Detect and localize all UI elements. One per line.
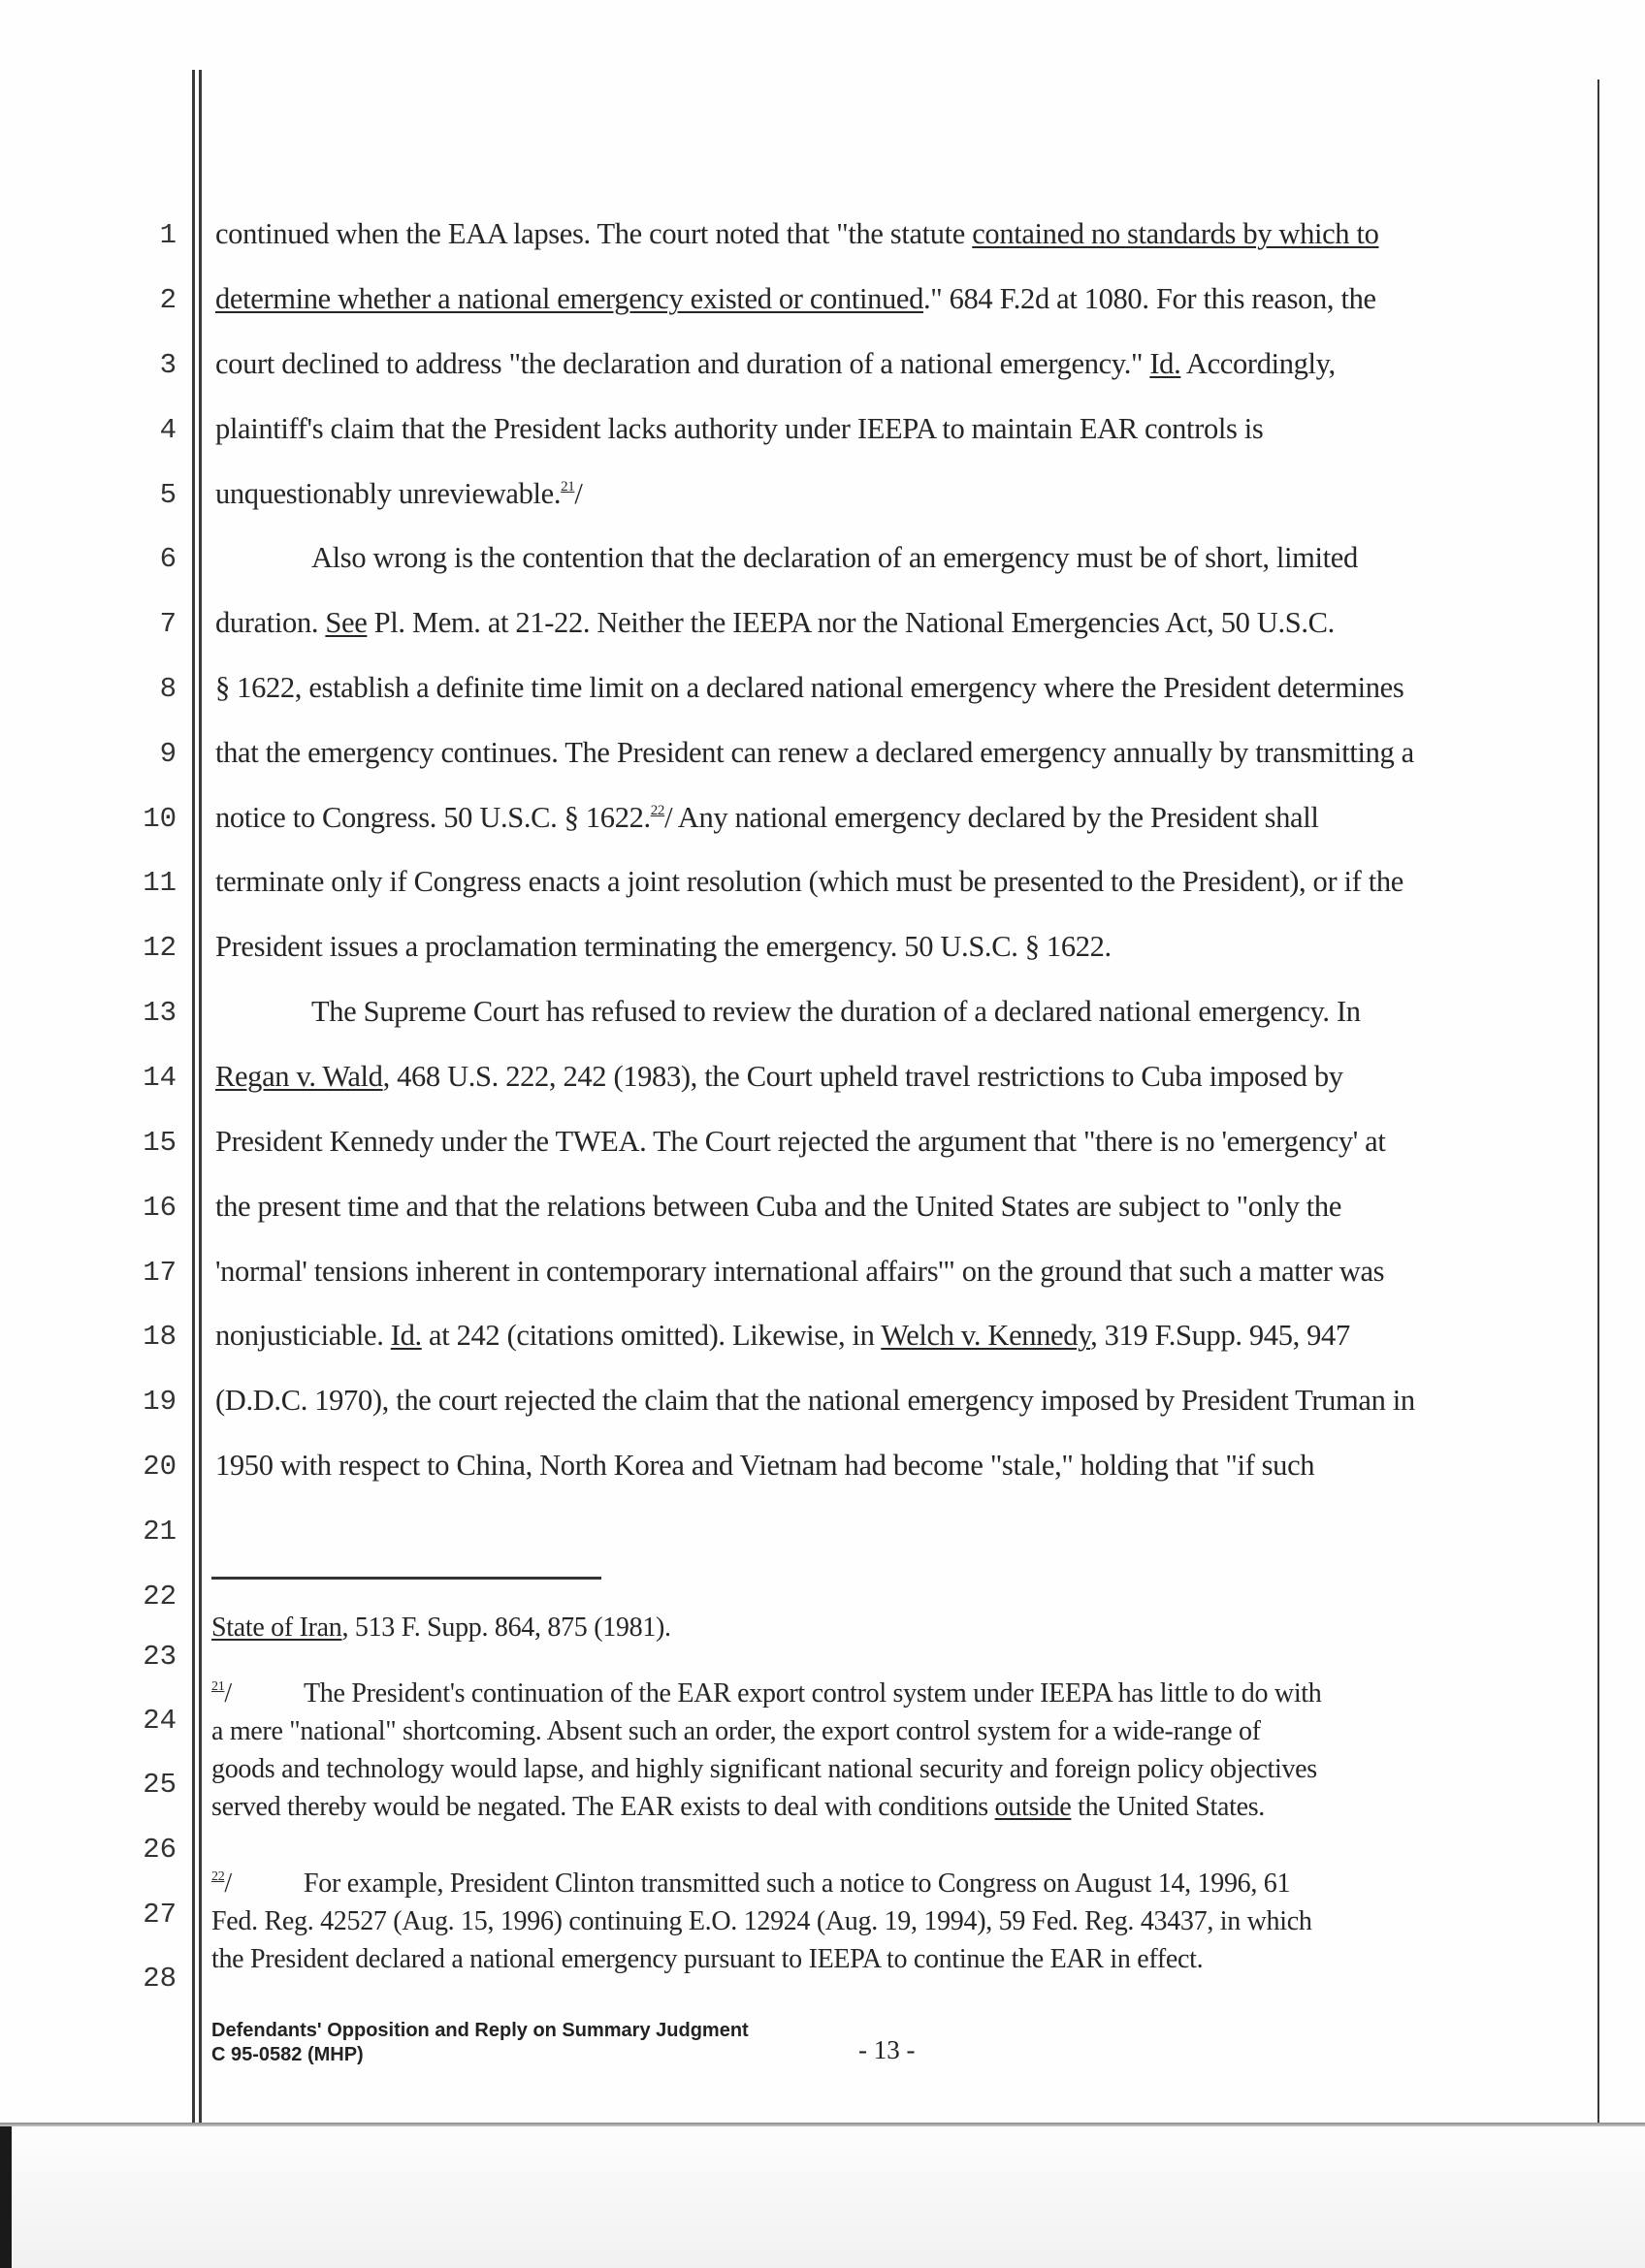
citation-id: Id. [1149,347,1181,380]
text-line: President issues a proclamation terminating the emergency. 50 U.S.C. § 1622. [215,930,1112,963]
line-number: 11 [143,867,177,899]
text-line: court declined to address "the declaration and duration of a national emergency." Id. Accordingly, [215,347,1336,380]
text-line: duration. See Pl. Mem. at 21-22. Neither the IEEPA nor the National Emergencies Act, 50 U.S.C. [215,606,1335,639]
text-line: plaintiff's claim that the President lacks authority under IEEPA to maintain EAR controls is [215,412,1264,445]
text-line: (D.D.C. 1970), the court rejected the claim that the national emergency imposed by President Truman in [215,1384,1415,1417]
paragraph-start: Also wrong is the contention that the declaration of an emergency must be of short, limited [311,541,1358,574]
line-number: 12 [143,932,177,964]
footnote-line: the President declared a national emergency pursuant to IEEPA to continue the EAR in effect. [211,1944,1204,1974]
line-number: 10 [143,803,177,835]
footnote-21: $^{21}$/ The President's continuation of the EAR export control system under IEEPA has little to do with [211,1678,1322,1709]
line-number: 5 [159,479,177,511]
footnote-carryover: State of Iran, 513 F. Supp. 864, 875 (1981). [211,1613,671,1643]
line-number: 14 [143,1062,177,1094]
line-number: 4 [159,414,177,446]
text-line: Regan v. Wald, 468 U.S. 222, 242 (1983), the Court upheld travel restrictions to Cuba imposed by [215,1060,1343,1093]
line-number: 18 [143,1321,177,1353]
footnote-line: a mere "national" shortcoming. Absent such an order, the export control system for a wide-range of [211,1716,1261,1746]
text-line: nonjusticiable. Id. at 242 (citations omitted). Likewise, in Welch v. Kennedy, 319 F.Supp. 945, 947 [215,1319,1350,1352]
line-number: 3 [159,349,177,381]
line-number: 8 [159,673,177,705]
left-margin-double-rule [192,70,202,2124]
line-number: 1 [159,219,177,251]
text-line: determine whether a national emergency existed or continued." 684 F.2d at 1080. For this reason, the [215,282,1376,315]
line-number: 28 [143,1963,177,1995]
underlined-quote: contained no standards by which to [972,217,1379,250]
line-number: 20 [143,1451,177,1483]
document-title: Defendants' Opposition and Reply on Summary Judgment [211,2020,749,2041]
emphasis-outside: outside [994,1792,1072,1822]
footnote-line: Fed. Reg. 42527 (Aug. 15, 1996) continuing E.O. 12924 (Aug. 19, 1994), 59 Fed. Reg. 43437, in which [211,1906,1312,1936]
scanner-background [12,2126,1645,2268]
line-number: 24 [143,1705,177,1737]
line-number: 27 [143,1899,177,1931]
page-footer [211,2019,749,2067]
line-number: 23 [143,1641,177,1673]
text-line: 'normal' tensions inherent in contemporary international affairs'" on the ground that such a matter was [215,1255,1385,1288]
footnote-separator [211,1577,601,1580]
text-line: § 1622, establish a definite time limit on a declared national emergency where the President determines [215,671,1404,704]
case-name: Welch v. Kennedy [881,1319,1091,1352]
line-number: 9 [159,738,177,770]
text-line: continued when the EAA lapses. The court noted that "the statute contained no standards by which to [215,217,1379,250]
line-number: 25 [143,1769,177,1801]
case-name: Regan v. Wald [215,1060,383,1093]
line-number: 17 [143,1257,177,1289]
footnote-22: $^{22}$/ For example, President Clinton transmitted such a notice to Congress on August 14, 1996, 61 [211,1869,1291,1899]
text-line: the present time and that the relations between Cuba and the United States are subject to "only the [215,1190,1342,1223]
case-name: State of Iran [211,1613,342,1643]
text-line: terminate only if Congress enacts a joint resolution (which must be presented to the President), or if the [215,865,1403,898]
text-line: that the emergency continues. The President can renew a declared emergency annually by transmitting a [215,736,1414,769]
line-number: 22 [143,1581,177,1613]
line-number: 15 [143,1127,177,1159]
footnote-line: goods and technology would lapse, and highly significant national security and foreign policy objectives [211,1754,1317,1784]
line-number: 6 [159,543,177,575]
right-margin-rule [1597,80,1599,2124]
footnote-ref-21: 21 [561,479,575,495]
line-number: 16 [143,1192,177,1224]
paragraph-start: The Supreme Court has refused to review the duration of a declared national emergency. In [311,995,1361,1028]
underlined-quote: determine whether a national emergency existed or continued [215,282,923,315]
text-line: unquestionably unreviewable.$^{21}$/ [215,477,583,510]
line-number: 26 [143,1834,177,1866]
signal-see: See [325,606,368,639]
line-number: 19 [143,1386,177,1418]
text-line: notice to Congress. 50 U.S.C. § 1622.22/ Any national emergency declared by the President shall [215,801,1319,834]
line-number: 2 [159,284,177,316]
footnote-ref-22: 22 [650,803,665,818]
page-number: - 13 - [858,2035,916,2064]
citation-id: Id. [390,1319,422,1352]
text-line: President Kennedy under the TWEA. The Court rejected the argument that "there is no 'emergency' at [215,1125,1386,1158]
line-number: 13 [143,997,177,1029]
line-number: 21 [143,1516,177,1548]
case-number: C 95-0582 (MHP) [211,2044,364,2065]
text-line: 1950 with respect to China, North Korea and Vietnam had become "stale," holding that "if such [215,1449,1315,1482]
line-number: 7 [159,608,177,640]
footnote-mark: 22 [211,1869,225,1884]
scanner-edge-bar [0,2126,12,2268]
footnote-mark: 21 [211,1679,225,1694]
footnote-line: served thereby would be negated. The EAR exists to deal with conditions outside the United States. [211,1792,1265,1822]
